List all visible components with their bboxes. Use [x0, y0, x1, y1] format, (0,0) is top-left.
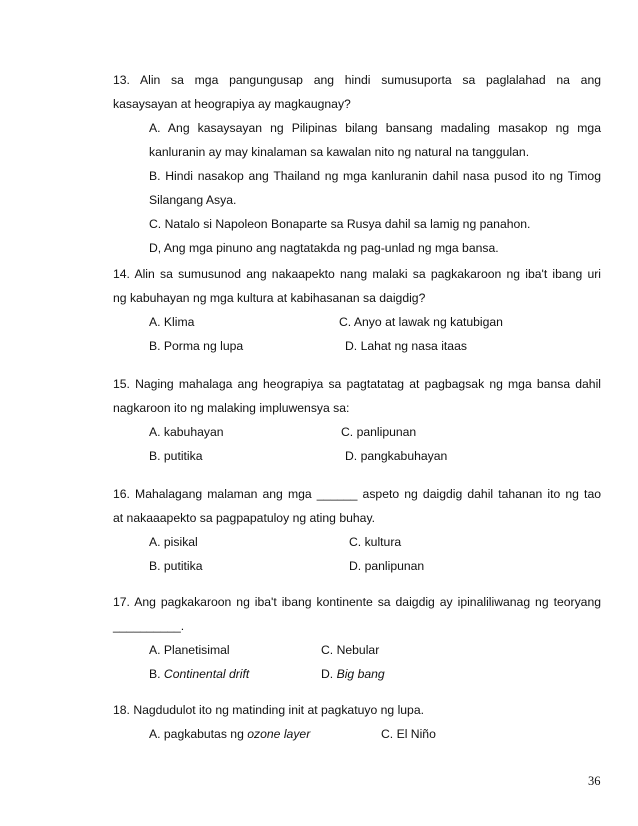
question-15-option-c: C. panlipunan: [341, 425, 417, 439]
question-17-options-row-1: [113, 638, 601, 662]
question-17-stem-line-1: 17. Ang pagkakaroon ng iba't ibang kontinente sa daigdig ay ipinaliliwanag ng teoryang: [113, 595, 601, 609]
page-number: 36: [588, 774, 601, 788]
question-14-options-row-2: [113, 334, 601, 358]
question-16: [113, 482, 601, 578]
question-17-stem-line-2: __________.: [113, 619, 185, 633]
question-17-option-b: [149, 667, 249, 681]
question-18-option-a-italic: ozone layer: [247, 727, 311, 741]
question-18-option-a: [149, 727, 310, 741]
question-18-stem-line-1: 18. Nagdudulot ito ng matinding init at pagkatuyo ng lupa.: [113, 703, 425, 717]
question-14-option-d: D. Lahat ng nasa itaas: [345, 339, 467, 353]
question-18-option-c: C. El Niño: [381, 727, 436, 741]
question-17-option-b-italic: Continental drift: [163, 667, 250, 681]
question-13-option-c: C. Natalo si Napoleon Bonaparte sa Rusya dahil sa lamig ng panahon.: [149, 217, 531, 231]
question-13-option-a-line-2: kanluranin ay may kinalaman sa kawalan nito ng natural na tanggulan.: [149, 145, 530, 159]
question-17-option-c: C. Nebular: [321, 643, 380, 657]
question-18-options-row-1: [113, 722, 601, 746]
question-14-options-row-1: [113, 310, 601, 334]
question-14-option-b: B. Porma ng lupa: [149, 339, 244, 353]
question-13-stem-line-2: kasaysayan at heograpiya ay magkaugnay?: [113, 97, 351, 111]
question-17-options-row-2: [113, 662, 601, 686]
question-13-option-b-line-2: Silangang Asya.: [149, 193, 237, 207]
question-17-option-d-prefix: D.: [321, 667, 337, 681]
question-16-options-row-1: [113, 530, 601, 554]
question-18-option-a-prefix: A. pagkabutas ng: [149, 727, 248, 741]
question-14-option-c: C. Anyo at lawak ng katubigan: [339, 315, 503, 329]
question-16-option-b: B. putitika: [149, 559, 203, 573]
question-17-option-d-italic: Big bang: [336, 667, 385, 681]
question-13-stem-line-1: 13. Alin sa mga pangungusap ang hindi sumusuporta sa paglalahad na ang: [113, 73, 601, 87]
question-14-stem-line-2: ng kabuhayan ng mga kultura at kabihasanan sa daigdig?: [113, 291, 426, 305]
question-17-option-a: A. Planetisimal: [149, 643, 230, 657]
question-13-option-b-line-1: B. Hindi nasakop ang Thailand ng mga kanluranin dahil nasa pusod ito ng Timog: [149, 169, 601, 183]
question-16-option-c: C. kultura: [349, 535, 402, 549]
question-13: [113, 68, 601, 260]
question-16-option-d: D. panlipunan: [349, 559, 425, 573]
question-16-options-row-2: [113, 554, 601, 578]
question-16-option-a: A. pisikal: [149, 535, 198, 549]
question-14: [113, 262, 601, 358]
question-13-option-d: D, Ang mga pinuno ang nagtatakda ng pag-unlad ng mga bansa.: [149, 241, 499, 255]
question-17: [113, 590, 601, 686]
question-15: [113, 372, 601, 468]
question-15-option-b: B. putitika: [149, 449, 203, 463]
question-15-options-row-2: [113, 444, 601, 468]
question-13-option-a-line-1: A. Ang kasaysayan ng Pilipinas bilang bansang madaling masakop ng mga: [149, 121, 601, 135]
question-18: [113, 698, 601, 746]
question-15-option-d: D. pangkabuhayan: [345, 449, 448, 463]
question-14-option-a: A. Klima: [149, 315, 195, 329]
question-17-option-d: [321, 662, 385, 686]
question-15-stem-line-2: nagkaroon ito ng malaking impluwensya sa:: [113, 401, 350, 415]
question-16-stem-line-1: 16. Mahalagang malaman ang mga ______ aspeto ng daigdig dahil tahanan ito ng tao: [113, 487, 601, 501]
question-17-option-b-prefix: B.: [149, 667, 164, 681]
question-16-stem-line-2: at nakaaapekto sa pagpapatuloy ng ating buhay.: [113, 511, 376, 525]
question-15-options-row-1: [113, 420, 601, 444]
question-15-stem-line-1: 15. Naging mahalaga ang heograpiya sa pagtatatag at pagbagsak ng mga bansa dahil: [113, 377, 601, 391]
question-15-option-a: A. kabuhayan: [149, 425, 224, 439]
question-14-stem-line-1: 14. Alin sa sumusunod ang nakaapekto nang malaki sa pagkakaroon ng iba't ibang uri: [113, 267, 601, 281]
